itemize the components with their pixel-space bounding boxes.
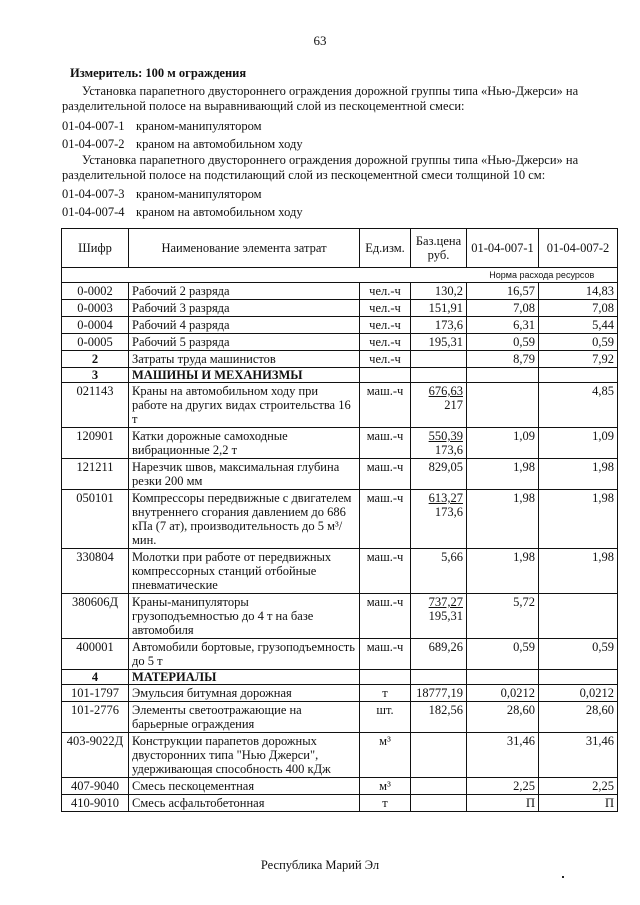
cell-v1: 1,98 (467, 549, 539, 594)
cell-v2: 14,83 (539, 283, 618, 300)
code: 01-04-007-2 (62, 137, 125, 151)
cell-code: 330804 (62, 549, 129, 594)
cell-v2 (539, 594, 618, 639)
cell-code: 2 (62, 351, 129, 368)
cell-v2: 0,59 (539, 639, 618, 670)
cell-unit: чел.-ч (360, 300, 411, 317)
cell-name: Автомобили бортовые, грузоподъемность до 5 т (129, 639, 360, 670)
cell-v1: 5,72 (467, 594, 539, 639)
cell-price (411, 733, 467, 778)
section-row-materials (62, 670, 618, 685)
cell-price: 151,91 (411, 300, 467, 317)
cell-code: 101-2776 (62, 702, 129, 733)
cell-v2: 1,09 (539, 428, 618, 459)
cell-v1: 2,25 (467, 778, 539, 795)
section-title: МАТЕРИАЛЫ (129, 670, 360, 685)
cell-v1: П (467, 795, 539, 812)
cell-unit: маш.-ч (360, 383, 411, 428)
cell-code: 407-9040 (62, 778, 129, 795)
cell-unit: маш.-ч (360, 490, 411, 549)
table-row (62, 490, 618, 549)
section-title: МАШИНЫ И МЕХАНИЗМЫ (129, 368, 360, 383)
cell-price (411, 428, 467, 459)
empty-cell (360, 670, 411, 685)
table-row (62, 300, 618, 317)
cell-unit: маш.-ч (360, 639, 411, 670)
price-base: 676,63 (428, 384, 463, 398)
price-base: 613,27 (428, 491, 463, 505)
cell-price: 173,6 (411, 317, 467, 334)
code-line-4 (62, 205, 303, 220)
cell-v1: 1,98 (467, 490, 539, 549)
empty-cell (360, 368, 411, 383)
header-name: Наименование элемента затрат (129, 229, 360, 268)
cell-v1: 28,60 (467, 702, 539, 733)
cell-v2: 5,44 (539, 317, 618, 334)
cell-unit: чел.-ч (360, 334, 411, 351)
code-desc: краном на автомобильном ходу (136, 137, 303, 151)
cell-name: Катки дорожные самоходные вибрационные 2,2 т (129, 428, 360, 459)
code-line-1 (62, 119, 262, 134)
empty-cell (411, 670, 467, 685)
cell-code: 121211 (62, 459, 129, 490)
table-row (62, 317, 618, 334)
price-base: 737,27 (428, 595, 463, 609)
cell-code: 021143 (62, 383, 129, 428)
norm-row (62, 268, 618, 283)
cell-v2: 1,98 (539, 549, 618, 594)
cell-v2: 7,92 (539, 351, 618, 368)
resource-table (61, 228, 618, 812)
cell-price: 130,2 (411, 283, 467, 300)
price-wage: 195,31 (428, 609, 463, 623)
cell-unit: чел.-ч (360, 317, 411, 334)
cell-code: 0-0004 (62, 317, 129, 334)
cell-unit: чел.-ч (360, 283, 411, 300)
cell-price (411, 778, 467, 795)
cell-unit: маш.-ч (360, 549, 411, 594)
cell-v1: 0,0212 (467, 685, 539, 702)
cell-price (411, 594, 467, 639)
table-row (62, 639, 618, 670)
cell-code: 400001 (62, 639, 129, 670)
cell-name: Компрессоры передвижные с двигателем внутреннего сгорания давлением до 686 кПа (7 ат), производительность до 5 м³/мин. (129, 490, 360, 549)
header-col1: 01-04-007-1 (467, 229, 539, 268)
cell-v2: 4,85 (539, 383, 618, 428)
header-price-line1: Баз.цена (415, 234, 462, 248)
code: 01-04-007-1 (62, 119, 125, 133)
table-row (62, 733, 618, 778)
cell-name: Молотки при работе от передвижных компрессорных станций отбойные пневматические (129, 549, 360, 594)
cell-price: 689,26 (411, 639, 467, 670)
cell-v1 (467, 383, 539, 428)
cell-price: 5,66 (411, 549, 467, 594)
price-base: 550,39 (428, 429, 463, 443)
code: 01-04-007-3 (62, 187, 125, 201)
cell-v2: 0,59 (539, 334, 618, 351)
cell-v2: 0,0212 (539, 685, 618, 702)
cell-name: Затраты труда машинистов (129, 351, 360, 368)
cell-unit: маш.-ч (360, 459, 411, 490)
price-wage: 217 (444, 398, 463, 412)
section-row-machines (62, 368, 618, 383)
cell-price: 18777,19 (411, 685, 467, 702)
cell-name: Рабочий 2 разряда (129, 283, 360, 300)
section-code: 3 (62, 368, 129, 383)
table-row (62, 702, 618, 733)
table-row (62, 428, 618, 459)
table-row (62, 778, 618, 795)
page-number: 63 (313, 33, 327, 48)
norm-label: Норма расхода ресурсов (467, 268, 618, 283)
cell-code: 050101 (62, 490, 129, 549)
table-row (62, 283, 618, 300)
cell-v1: 16,57 (467, 283, 539, 300)
cell-name: Нарезчик швов, максимальная глубина резки 200 мм (129, 459, 360, 490)
cell-v1: 0,59 (467, 334, 539, 351)
cell-name: Краны-манипуляторы грузоподъемностью до 4 т на базе автомобиля (129, 594, 360, 639)
cell-name: Рабочий 5 разряда (129, 334, 360, 351)
cell-v1: 6,31 (467, 317, 539, 334)
cell-v1: 1,09 (467, 428, 539, 459)
cell-name: Смесь асфальтобетонная (129, 795, 360, 812)
footer-region: Республика Марий Эл (260, 858, 380, 872)
cell-code: 403-9022Д (62, 733, 129, 778)
operators-row (62, 351, 618, 368)
cell-name: Элементы светоотражающие на барьерные ограждения (129, 702, 360, 733)
cell-name: Рабочий 3 разряда (129, 300, 360, 317)
table-row (62, 594, 618, 639)
cell-name: Смесь пескоцементная (129, 778, 360, 795)
cell-v1: 1,98 (467, 459, 539, 490)
header-code: Шифр (62, 229, 129, 268)
intro-paragraph-2: Установка парапетного двустороннего ограждения дорожной группы типа «Нью-Джерси» на разделительной полосе на подстилающий слой из пескоцементной смеси толщиной 10 см: (62, 153, 579, 182)
cell-unit: шт. (360, 702, 411, 733)
empty-cell (467, 670, 539, 685)
cell-v2: П (539, 795, 618, 812)
empty-cell (539, 368, 618, 383)
cell-name: Рабочий 4 разряда (129, 317, 360, 334)
cell-v2: 31,46 (539, 733, 618, 778)
cell-unit: т (360, 685, 411, 702)
cell-price (411, 351, 467, 368)
header-unit: Ед.изм. (360, 229, 411, 268)
code-line-3 (62, 187, 262, 202)
code-desc: краном на автомобильном ходу (136, 205, 303, 219)
table-row (62, 383, 618, 428)
cell-unit: м³ (360, 733, 411, 778)
code-line-2 (62, 137, 303, 152)
empty-cell (467, 368, 539, 383)
table-row (62, 549, 618, 594)
cell-price (411, 795, 467, 812)
empty-cell (411, 368, 467, 383)
norm-spacer (62, 268, 467, 283)
table-row (62, 459, 618, 490)
cell-v1: 31,46 (467, 733, 539, 778)
cell-unit: м³ (360, 778, 411, 795)
scan-dot (562, 876, 564, 878)
cell-name: Конструкции парапетов дорожных двусторонних типа "Нью Джерси", удерживающая способность 400 кДж (129, 733, 360, 778)
cell-price: 182,56 (411, 702, 467, 733)
cell-v2: 2,25 (539, 778, 618, 795)
price-wage: 173,6 (434, 505, 463, 519)
cell-code: 0-0002 (62, 283, 129, 300)
code: 01-04-007-4 (62, 205, 125, 219)
section-code: 4 (62, 670, 129, 685)
cell-v2: 7,08 (539, 300, 618, 317)
cell-price (411, 490, 467, 549)
cell-code: 410-9010 (62, 795, 129, 812)
cell-name: Эмульсия битумная дорожная (129, 685, 360, 702)
table-header-row (62, 229, 618, 268)
cell-code: 101-1797 (62, 685, 129, 702)
cell-code: 0-0005 (62, 334, 129, 351)
cell-price (411, 383, 467, 428)
cell-v1: 8,79 (467, 351, 539, 368)
cell-unit: маш.-ч (360, 428, 411, 459)
code-desc: краном-манипулятором (136, 119, 262, 133)
meter-heading: Измеритель: 100 м ограждения (70, 66, 247, 80)
cell-v2: 1,98 (539, 490, 618, 549)
cell-name: Краны на автомобильном ходу при работе на других видах строительства 16 т (129, 383, 360, 428)
cell-price: 829,05 (411, 459, 467, 490)
header-price (411, 229, 467, 268)
cell-v1: 0,59 (467, 639, 539, 670)
cell-unit: маш.-ч (360, 594, 411, 639)
header-price-line2: руб. (427, 248, 450, 262)
intro-paragraph-1: Установка парапетного двустороннего ограждения дорожной группы типа «Нью-Джерси» на разделительной полосе на выравнивающий слой из пескоцементной смеси: (62, 84, 579, 113)
table-row (62, 334, 618, 351)
cell-code: 0-0003 (62, 300, 129, 317)
empty-cell (539, 670, 618, 685)
cell-unit: т (360, 795, 411, 812)
cell-v2: 1,98 (539, 459, 618, 490)
cell-unit: чел.-ч (360, 351, 411, 368)
cell-v1: 7,08 (467, 300, 539, 317)
price-wage: 173,6 (434, 443, 463, 457)
table-row (62, 685, 618, 702)
header-col2: 01-04-007-2 (539, 229, 618, 268)
cell-code: 380606Д (62, 594, 129, 639)
code-desc: краном-манипулятором (136, 187, 262, 201)
cell-price: 195,31 (411, 334, 467, 351)
cell-v2: 28,60 (539, 702, 618, 733)
table-row (62, 795, 618, 812)
cell-code: 120901 (62, 428, 129, 459)
